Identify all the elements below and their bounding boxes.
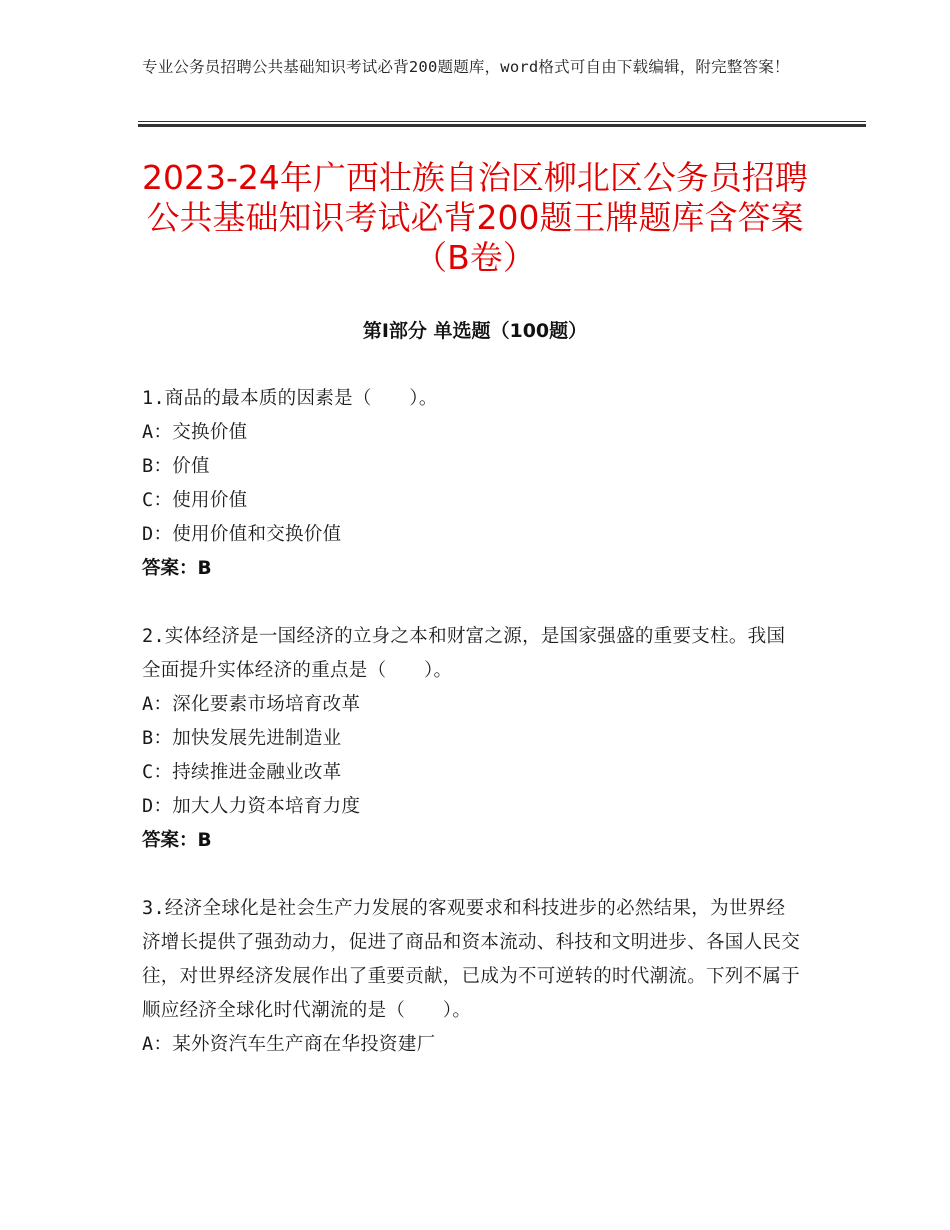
header-rule-thick xyxy=(138,124,866,127)
question-3 xyxy=(142,892,802,1062)
answer-line: 答案：B xyxy=(142,558,212,579)
question-stem: 3.经济全球化是社会生产力发展的客观要求和科技进步的必然结果，为世界经济增长提供了强劲动力，促进了商品和资本流动、科技和文明进步、各国人民交往，对世界经济发展作出了重要贡献，已成为不可逆转的时代潮流。下列不属于顺应经济全球化时代潮流的是（ ）。 xyxy=(142,898,801,1021)
header-rule-thin xyxy=(138,121,866,122)
section-heading: 第Ⅰ部分 单选题（100题） xyxy=(362,320,588,342)
question-2 xyxy=(142,620,802,858)
option-b: B：加快发展先进制造业 xyxy=(142,728,342,749)
option-b: B：价值 xyxy=(142,456,210,477)
option-a: A：某外资汽车生产商在华投资建厂 xyxy=(142,1034,436,1055)
option-d: D：使用价值和交换价值 xyxy=(142,524,342,545)
question-1 xyxy=(142,382,802,586)
question-stem: 2.实体经济是一国经济的立身之本和财富之源，是国家强盛的重要支柱。我国全面提升实体经济的重点是（ ）。 xyxy=(142,626,786,681)
option-c: C：使用价值 xyxy=(142,490,248,511)
option-a: A：深化要素市场培育改革 xyxy=(142,694,361,715)
option-c: C：持续推进金融业改革 xyxy=(142,762,342,783)
answer-line: 答案：B xyxy=(142,830,212,851)
option-a: A：交换价值 xyxy=(142,422,248,443)
question-list xyxy=(142,382,802,1096)
header-note: 专业公务员招聘公共基础知识考试必背200题题库，word格式可自由下载编辑，附完整答案！ xyxy=(142,58,790,76)
option-d: D：加大人力资本培育力度 xyxy=(142,796,361,817)
document-title: 2023-24年广西壮族自治区柳北区公务员招聘公共基础知识考试必背200题王牌题库含答案（B卷） xyxy=(142,158,808,277)
question-stem: 1.商品的最本质的因素是（ ）。 xyxy=(142,388,438,409)
